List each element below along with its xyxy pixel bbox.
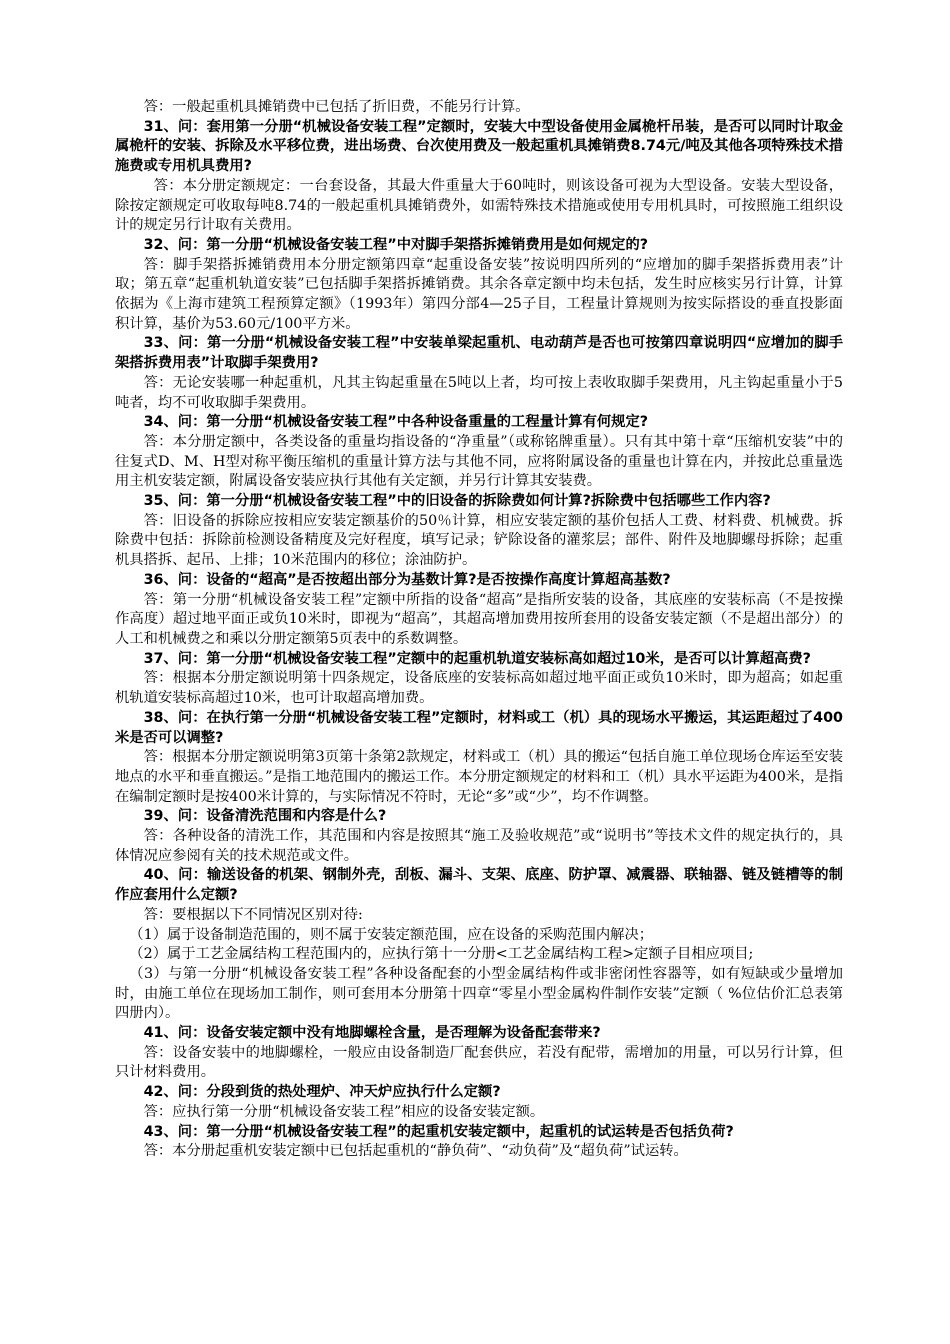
question-33: 33、问：第一分册“机械设备安装工程”中安装单梁起重机、电动葫芦是否也可按第四章说明四“应增加的脚手架搭拆费用表”计取脚手架费用? [115, 335, 843, 372]
document-body [115, 98, 843, 1162]
answer-40-item-1: （1）属于设备制造范围的，则不属于安装定额范围，应在设备的采购范围内解决； [129, 926, 654, 943]
question-31: 31、问：套用第一分册“机械设备安装工程”定额时，安装大中型设备使用金属桅杆吊装，是否可以同时计取金属桅杆的安装、拆除及水平移位费，进出场费、台次使用费及一般起重机具摊销费8.74元/吨及其他各项特殊技术措施费或专用机具费用? [115, 118, 843, 175]
answer-40-intro: 答：要根据以下不同情况区别对待: [143, 906, 363, 923]
answer-paragraph: 答：一般起重机具摊销费中已包括了折旧费，不能另行计算。 [143, 99, 530, 115]
question-35: 35、问：第一分册“机械设备安装工程”中的旧设备的拆除费如何计算?拆除费中包括哪些工作内容? [143, 493, 771, 510]
question-43: 43、问：第一分册“机械设备安装工程”的起重机安装定额中，起重机的试运转是否包括负荷? [143, 1123, 734, 1140]
answer-40-item-3: （3）与第一分册“机械设备安装工程”各种设备配套的小型金属结构件或非密闭性容器等，如有短缺或少量增加时，由施工单位在现场加工制作，则可套用本分册第十四章“零星小型金属构件制作安装”定额（ %位估价汇总表第四册内）。 [115, 965, 843, 1022]
answer-41: 答：设备安装中的地脚螺栓，一般应由设备制造厂配套供应，若没有配带，需增加的用量，可以另行计算，但只计材料费用。 [115, 1044, 843, 1081]
answer-31: 答：本分册定额规定：一台套设备，其最大件重量大于60吨时，则该设备可视为大型设备。安装大型设备，除按定额规定可收取每吨8.74的一般起重机具摊销费外，如需特殊技术措施或使用专用机具时，可按照施工组织设计的规定另行计取有关费用。 [115, 177, 843, 234]
question-32: 32、问：第一分册“机械设备安装工程”中对脚手架搭拆摊销费用是如何规定的? [143, 236, 649, 253]
answer-35: 答：旧设备的拆除应按相应安装定额基价的50％计算，相应安装定额的基价包括人工费、材料费、机械费。拆除费中包括：拆除前检测设备精度及完好程度，填写记录；铲除设备的灌浆层；部件、附件及地脚螺母拆除；起重机具搭拆、起吊、上排；10米范围内的移位；涂油防护。 [115, 512, 843, 569]
answer-36: 答：第一分册“机械设备安装工程”定额中所指的设备“超高”是指所安装的设备，其底座的安装标高（不是按操作高度）超过地平面正或负10米时，即视为“超高”，其超高增加费用按所套用的设备安装定额（不是超出部分）的人工和机械费之和乘以分册定额第5页表中的系数调整。 [115, 591, 843, 647]
question-42: 42、问：分段到货的热处理炉、冲天炉应执行什么定额? [143, 1084, 501, 1101]
answer-40-item-2: （2）属于工艺金属结构工程范围内的，应执行第十一分册<工艺金属结构工程>定额子目相应项目; [129, 946, 754, 963]
question-37: 37、问：第一分册“机械设备安装工程”定额中的起重机轨道安装标高如超过10米，是否可以计算超高费? [143, 650, 811, 667]
answer-32: 答：脚手架搭拆摊销费用本分册定额第四章“起重设备安装”按说明四所列的“应增加的脚手架搭拆费用表”计取；第五章“起重机轨道安装”已包括脚手架搭拆摊销费。其余各章定额中均未包括，发生时应核实另行计算，计算依据为《上海市建筑工程预算定额》（1993年）第四分部4—25子目，工程量计算规则为按实际搭设的垂直投影面积计算，基价为53.60元/100平方米。 [115, 256, 843, 332]
question-39: 39、问：设备清洗范围和内容是什么? [143, 808, 387, 825]
answer-39: 答：各种设备的清洗工作，其范围和内容是按照其“施工及验收规范”或“说明书”等技术文件的规定执行的，具体情况应参阅有关的技术规范或文件。 [115, 828, 843, 864]
question-34: 34、问：第一分册“机械设备安装工程”中各种设备重量的工程量计算有何规定? [143, 414, 649, 431]
answer-33: 答：无论安装哪一种起重机，凡其主钩起重量在5吨以上者，均可按上表收取脚手架费用，凡主钩起重量小于5吨者，均不可收取脚手架费用。 [115, 374, 843, 411]
answer-34: 答：本分册定额中，各类设备的重量均指设备的“净重量”（或称铭牌重量）。只有其中第十章“压缩机安装”中的往复式D、M、H型对称平衡压缩机的重量计算方法与其他不同，应将附属设备的重量也计算在内，并按此总重量选用主机安装定额，附属设备安装应执行其他有关定额，并另行计算其安装费。 [115, 433, 843, 490]
question-41: 41、问：设备安装定额中没有地脚螺栓含量，是否理解为设备配套带来? [143, 1025, 601, 1042]
answer-42: 答：应执行第一分册“机械设备安装工程”相应的设备安装定额。 [143, 1103, 545, 1120]
answer-43: 答：本分册起重机安装定额中已包括起重机的“静负荷”、“动负荷”及“超负荷”试运转。 [143, 1143, 688, 1160]
question-40: 40、问：输送设备的机架、钢制外壳，刮板、漏斗、支架、底座、防护罩、减震器、联轴器、链及链槽等的制作应套用什么定额? [115, 867, 843, 904]
answer-37: 答：根据本分册定额说明第十四条规定，设备底座的安装标高如超过地平面正或负10米时，即为超高；如起重机轨道安装标高超过10米，也可计取超高增加费。 [115, 670, 843, 707]
question-36: 36、问：设备的“超高”是否按超出部分为基数计算?是否按操作高度计算超高基数? [143, 571, 671, 588]
answer-38: 答：根据本分册定额说明第3页第十条第2款规定，材料或工（机）具的搬运“包括自施工单位现场仓库运至安装地点的水平和垂直搬运。”是指工地范围内的搬运工作。本分册定额规定的材料和工（机）具水平运距为400米，是指在编制定额时是按400米计算的，与实际情况不符时，无论“多”或“少”，均不作调整。 [115, 749, 843, 805]
question-38: 38、问：在执行第一分册“机械设备安装工程”定额时，材料或工（机）具的现场水平搬运，其运距超过了400米是否可以调整? [115, 709, 843, 746]
